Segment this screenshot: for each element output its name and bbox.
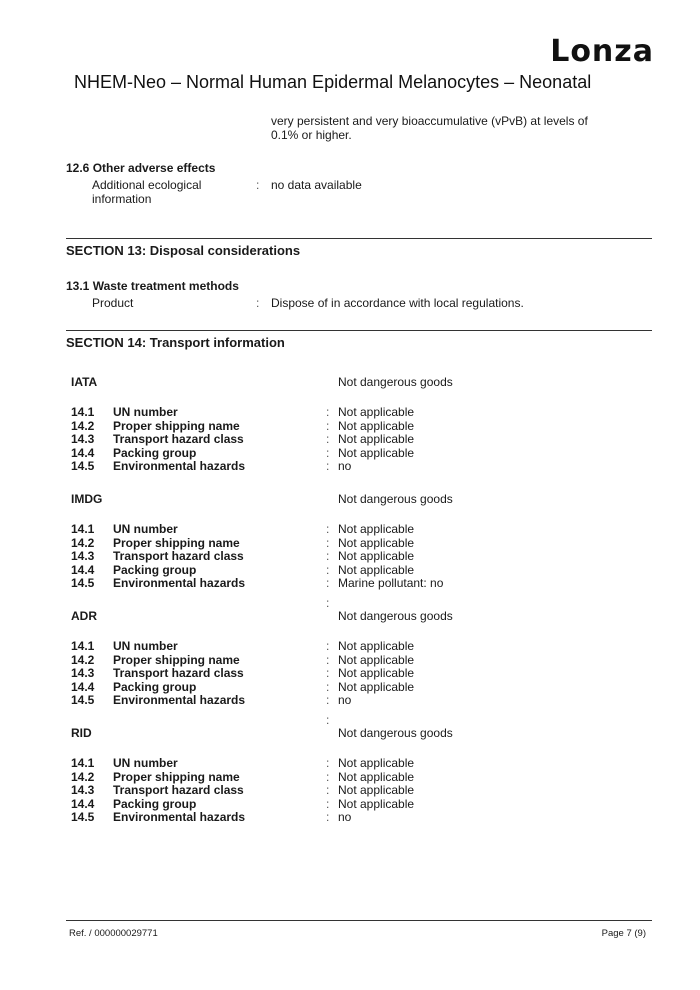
- row-value: Not applicable: [338, 536, 415, 550]
- product-value: Dispose of in accordance with local regulations.: [271, 296, 524, 310]
- row-number: 14.3: [71, 783, 95, 797]
- row-value: Not applicable: [338, 446, 415, 460]
- row-number: 14.1: [71, 639, 95, 653]
- row-value: Not applicable: [338, 549, 415, 563]
- row-label: Packing group: [113, 446, 197, 460]
- row-number: 14.3: [71, 666, 95, 680]
- mode-status-iata: Not dangerous goods: [338, 375, 453, 389]
- row-value: Not applicable: [338, 419, 415, 433]
- section-14-divider: [66, 330, 652, 331]
- mode-title-adr: ADR: [71, 609, 97, 623]
- row-colon: :: [326, 639, 330, 653]
- row-label: Proper shipping name: [113, 770, 240, 784]
- table-row: [0, 653, 700, 667]
- row-colon: :: [326, 756, 330, 770]
- table-row: [0, 666, 700, 680]
- row-colon: :: [326, 405, 330, 419]
- row-number: 14.4: [71, 680, 95, 694]
- row-value: no: [338, 693, 352, 707]
- intro-line-2: 0.1% or higher.: [271, 128, 352, 142]
- table-row: [0, 419, 700, 433]
- row-colon: :: [326, 536, 330, 550]
- row-number: 14.1: [71, 522, 95, 536]
- row-number: 14.1: [71, 756, 95, 770]
- ecological-info-value: no data available: [271, 178, 362, 192]
- row-number: 14.3: [71, 549, 95, 563]
- table-row: [0, 797, 700, 811]
- row-value: Not applicable: [338, 405, 415, 419]
- row-colon: :: [326, 770, 330, 784]
- row-label: Environmental hazards: [113, 810, 246, 824]
- row-colon: :: [326, 549, 330, 563]
- row-label: UN number: [113, 639, 178, 653]
- mode-status-imdg: Not dangerous goods: [338, 492, 453, 506]
- row-label: Environmental hazards: [113, 693, 246, 707]
- intro-line-1: very persistent and very bioaccumulative (vPvB) at levels of: [271, 114, 588, 128]
- table-row: [0, 549, 700, 563]
- row-value: Not applicable: [338, 680, 415, 694]
- table-row: [0, 446, 700, 460]
- row-value: Not applicable: [338, 432, 415, 446]
- row-label: Environmental hazards: [113, 576, 246, 590]
- table-row: [0, 770, 700, 784]
- row-value: Marine pollutant: no: [338, 576, 444, 590]
- row-number: 14.4: [71, 563, 95, 577]
- mode-status-adr: Not dangerous goods: [338, 609, 453, 623]
- row-label: Environmental hazards: [113, 459, 246, 473]
- row-value: no: [338, 810, 352, 824]
- row-number: 14.2: [71, 653, 95, 667]
- row-colon: :: [326, 783, 330, 797]
- footer-reference: Ref. / 000000029771: [69, 928, 158, 939]
- trailing-colon: :: [326, 713, 330, 727]
- row-label: Transport hazard class: [113, 549, 244, 563]
- row-label: Transport hazard class: [113, 666, 244, 680]
- row-number: 14.3: [71, 432, 95, 446]
- ecological-info-label-1: Additional ecological: [92, 178, 202, 192]
- document-title: NHEM-Neo – Normal Human Epidermal Melanocytes – Neonatal: [74, 72, 592, 92]
- row-colon: :: [326, 653, 330, 667]
- table-row: [0, 783, 700, 797]
- row-number: 14.5: [71, 693, 95, 707]
- row-label: Packing group: [113, 563, 197, 577]
- row-label: UN number: [113, 522, 178, 536]
- row-value: Not applicable: [338, 756, 415, 770]
- row-colon: :: [326, 797, 330, 811]
- row-colon: :: [326, 432, 330, 446]
- row-label: Proper shipping name: [113, 419, 240, 433]
- row-label: Packing group: [113, 680, 197, 694]
- trailing-colon: :: [326, 596, 330, 610]
- row-colon: :: [326, 419, 330, 433]
- table-row: [0, 693, 700, 707]
- row-label: UN number: [113, 405, 178, 419]
- row-number: 14.4: [71, 797, 95, 811]
- mode-status-rid: Not dangerous goods: [338, 726, 453, 740]
- row-value: Not applicable: [338, 783, 415, 797]
- row-value: Not applicable: [338, 666, 415, 680]
- row-colon: :: [326, 810, 330, 824]
- table-row: [0, 810, 700, 824]
- row-label: Transport hazard class: [113, 783, 244, 797]
- row-colon: :: [326, 459, 330, 473]
- row-label: Packing group: [113, 797, 197, 811]
- row-number: 14.5: [71, 810, 95, 824]
- row-value: Not applicable: [338, 563, 415, 577]
- row-value: Not applicable: [338, 770, 415, 784]
- table-row: [0, 522, 700, 536]
- footer-page-number: Page 7 (9): [601, 928, 646, 939]
- row-label: Transport hazard class: [113, 432, 244, 446]
- mode-title-imdg: IMDG: [71, 492, 103, 506]
- row-number: 14.2: [71, 419, 95, 433]
- table-row: [0, 459, 700, 473]
- row-number: 14.1: [71, 405, 95, 419]
- subsection-13-1-title: 13.1 Waste treatment methods: [66, 279, 239, 293]
- row-number: 14.4: [71, 446, 95, 460]
- row-colon: :: [326, 522, 330, 536]
- section-14-title: SECTION 14: Transport information: [66, 335, 285, 350]
- footer-divider: [66, 920, 652, 921]
- table-row: [0, 432, 700, 446]
- table-row: [0, 563, 700, 577]
- row-colon: :: [326, 446, 330, 460]
- row-number: 14.2: [71, 536, 95, 550]
- row-label: Proper shipping name: [113, 536, 240, 550]
- table-row: [0, 536, 700, 550]
- product-label: Product: [92, 296, 134, 310]
- row-colon: :: [326, 693, 330, 707]
- row-value: no: [338, 459, 352, 473]
- table-row: [0, 405, 700, 419]
- row-colon: :: [326, 680, 330, 694]
- subsection-12-6-title: 12.6 Other adverse effects: [66, 161, 216, 175]
- section-13-divider: [66, 238, 652, 239]
- table-row: [0, 639, 700, 653]
- table-row: [0, 680, 700, 694]
- row-number: 14.5: [71, 576, 95, 590]
- row-value: Not applicable: [338, 522, 415, 536]
- product-colon: :: [256, 296, 260, 310]
- row-colon: :: [326, 563, 330, 577]
- row-value: Not applicable: [338, 653, 415, 667]
- row-colon: :: [326, 666, 330, 680]
- section-13-title: SECTION 13: Disposal considerations: [66, 243, 301, 258]
- ecological-info-colon: :: [256, 178, 260, 192]
- lonza-logo: Lonza: [550, 34, 654, 69]
- row-label: Proper shipping name: [113, 653, 240, 667]
- row-number: 14.5: [71, 459, 95, 473]
- row-number: 14.2: [71, 770, 95, 784]
- row-value: Not applicable: [338, 639, 415, 653]
- row-label: UN number: [113, 756, 178, 770]
- table-row: [0, 576, 700, 590]
- mode-title-rid: RID: [71, 726, 92, 740]
- row-value: Not applicable: [338, 797, 415, 811]
- mode-title-iata: IATA: [71, 375, 98, 389]
- table-row: [0, 756, 700, 770]
- row-colon: :: [326, 576, 330, 590]
- ecological-info-label-2: information: [92, 192, 152, 206]
